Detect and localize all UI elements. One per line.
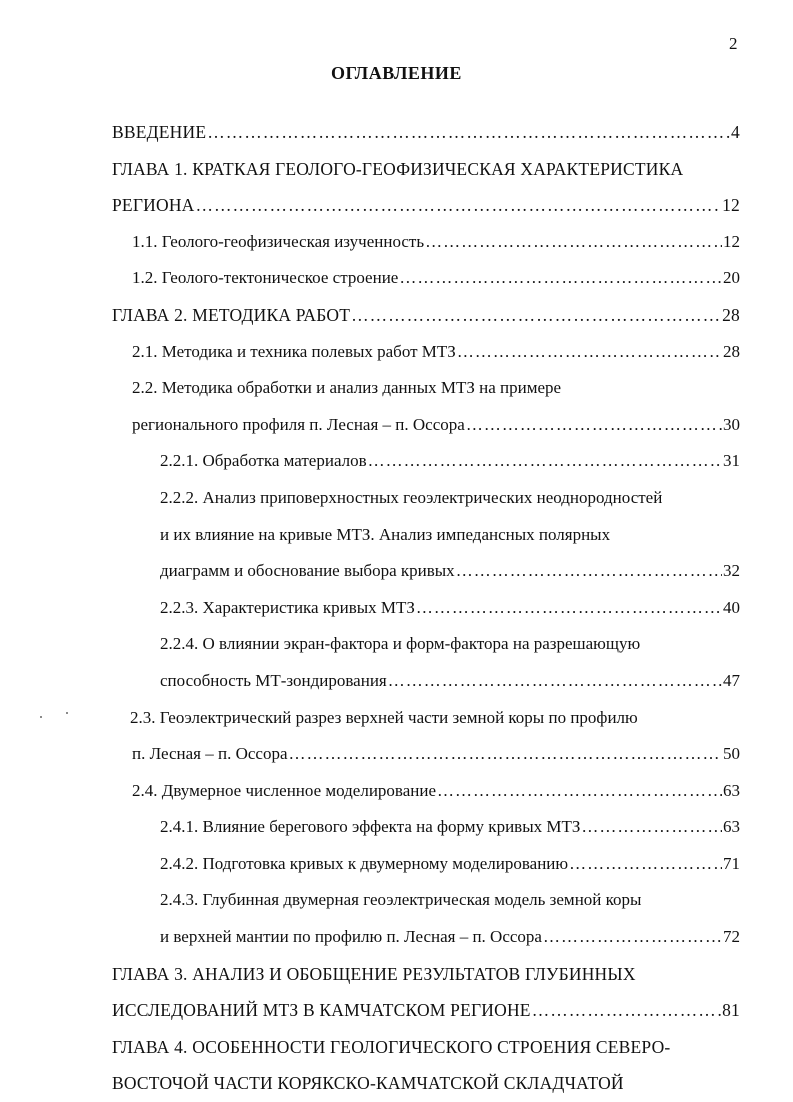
toc-entry-2-2-2-cont[interactable] — [160, 517, 793, 554]
toc-entry-text: способность МТ-зондирования — [160, 670, 387, 690]
toc-entry-page: 40 — [723, 597, 740, 617]
toc-entry-page: 47 — [723, 670, 740, 690]
table-of-contents — [0, 114, 793, 1102]
toc-entry-page: 12 — [723, 231, 740, 251]
dot-leader — [425, 224, 722, 261]
toc-entry-text: ГЛАВА 1. КРАТКАЯ ГЕОЛОГО-ГЕОФИЗИЧЕСКАЯ ХАРАКТЕРИСТИКА — [112, 158, 684, 179]
dot-leader — [532, 992, 721, 1029]
toc-entry-page: 30 — [723, 414, 740, 434]
toc-entry-text: 2.2.4. О влиянии экран-фактора и форм-фактора на разрешающую — [160, 634, 641, 654]
toc-entry-page: 72 — [723, 927, 740, 947]
toc-entry-text: 2.2.3. Характеристика кривых МТЗ — [160, 597, 415, 617]
dot-leader — [543, 919, 722, 956]
toc-entry-2-2-2-end[interactable] — [160, 553, 740, 590]
toc-entry-page: 63 — [723, 817, 740, 837]
toc-title: ОГЛАВЛЕНИЕ — [331, 63, 462, 83]
toc-entry-2-4-2[interactable] — [160, 846, 740, 883]
toc-entry-text: п. Лесная – п. Оссора — [132, 744, 288, 764]
dot-leader — [351, 297, 721, 334]
dot-leader — [207, 114, 730, 151]
toc-entry-2-2-1[interactable] — [160, 443, 740, 480]
toc-entry-page: 12 — [722, 195, 740, 216]
dot-leader — [289, 736, 723, 773]
toc-entry-text: и верхней мантии по профилю п. Лесная – п. Оссора — [160, 927, 542, 947]
toc-entry-chapter-3[interactable] — [112, 956, 793, 993]
toc-entry-page: 50 — [723, 744, 740, 764]
toc-entry-text: 2.4.1. Влияние берегового эффекта на форму кривых МТЗ — [160, 817, 581, 837]
toc-entry-2-2-4[interactable] — [160, 626, 793, 663]
toc-entry-2-2-4-cont[interactable] — [160, 663, 740, 700]
toc-entry-text: 1.1. Геолого-геофизическая изученность — [132, 231, 425, 251]
toc-entry-text: ВВЕДЕНИЕ — [112, 122, 207, 142]
toc-entry-text: ГЛАВА 2. МЕТОДИКА РАБОТ — [112, 304, 351, 325]
toc-entry-page: 31 — [723, 451, 740, 471]
toc-entry-2-4-1[interactable] — [160, 809, 740, 846]
dot-leader — [388, 663, 722, 700]
toc-entry-text: 2.2.1. Обработка материалов — [160, 451, 367, 471]
toc-entry-2-2-2[interactable] — [160, 480, 793, 517]
toc-entry-text: и их влияние на кривые МТЗ. Анализ импедансных полярных — [160, 524, 611, 544]
toc-entry-text: 2.2.2. Анализ приповерхностных геоэлектрических неоднородностей — [160, 487, 663, 507]
dot-leader — [569, 846, 722, 883]
toc-entry-text: 2.1. Методика и техника полевых работ МТЗ — [132, 341, 456, 361]
dot-leader — [456, 553, 722, 590]
toc-entry-page: 81 — [722, 1000, 740, 1021]
toc-entry-2-2[interactable] — [132, 370, 793, 407]
scan-speck — [66, 712, 68, 714]
toc-entry-chapter-3-cont[interactable] — [112, 992, 740, 1029]
toc-entry-chapter-4[interactable] — [112, 1029, 793, 1066]
toc-entry-2-4-3[interactable] — [160, 882, 793, 919]
toc-entry-text: 2.2. Методика обработки и анализ данных МТЗ на примере — [132, 378, 562, 398]
toc-entry-1-2[interactable] — [132, 260, 740, 297]
toc-entry-text: ГЛАВА 4. ОСОБЕННОСТИ ГЕОЛОГИЧЕСКОГО СТРОЕНИЯ СЕВЕРО- — [112, 1036, 671, 1057]
scan-speck — [40, 716, 42, 718]
toc-entry-2-4-3-cont[interactable] — [160, 919, 740, 956]
dot-leader — [196, 187, 722, 224]
toc-entry-2-3[interactable] — [130, 700, 793, 737]
toc-entry-page: 20 — [723, 268, 740, 288]
toc-entry-page: 32 — [723, 561, 740, 581]
dot-leader — [368, 443, 722, 480]
toc-entry-2-1[interactable] — [132, 334, 740, 371]
toc-entry-page: 71 — [723, 853, 740, 873]
toc-entry-2-3-cont[interactable] — [132, 736, 740, 773]
toc-entry-2-4[interactable] — [132, 773, 740, 810]
toc-entry-1-1[interactable] — [132, 224, 740, 261]
page-number: 2 — [729, 34, 738, 53]
dot-leader — [581, 809, 722, 846]
dot-leader — [437, 773, 722, 810]
toc-entry-chapter-1[interactable] — [112, 151, 793, 188]
toc-entry-text: 2.4. Двумерное численное моделирование — [132, 780, 437, 800]
toc-entry-page: 28 — [722, 304, 740, 325]
toc-entry-text: РЕГИОНА — [112, 195, 195, 216]
dot-leader — [399, 260, 722, 297]
toc-entry-chapter-4-cont[interactable] — [112, 1065, 793, 1102]
toc-entry-chapter-1-cont[interactable] — [112, 187, 740, 224]
toc-entry-text: 2.4.2. Подготовка кривых к двумерному моделированию — [160, 853, 569, 873]
toc-entry-text: ИССЛЕДОВАНИЙ МТЗ В КАМЧАТСКОМ РЕГИОНЕ — [112, 1000, 531, 1021]
dot-leader — [466, 407, 722, 444]
toc-entry-chapter-2[interactable] — [112, 297, 740, 334]
toc-entry-page: 4 — [731, 122, 740, 142]
toc-entry-page: 63 — [723, 780, 740, 800]
dot-leader — [416, 590, 722, 627]
toc-entry-text: 2.3. Геоэлектрический разрез верхней части земной коры по профилю — [130, 707, 638, 727]
toc-entry-text: ВОСТОЧОЙ ЧАСТИ КОРЯКСКО-КАМЧАТСКОЙ СКЛАДЧАТОЙ — [112, 1073, 624, 1094]
dot-leader — [457, 334, 722, 371]
toc-entry-text: 2.4.3. Глубинная двумерная геоэлектрическая модель земной коры — [160, 890, 642, 910]
toc-entry-text: диаграмм и обоснование выбора кривых — [160, 561, 455, 581]
toc-entry-2-2-cont[interactable] — [132, 407, 740, 444]
toc-entry-text: регионального профиля п. Лесная – п. Оссора — [132, 414, 465, 434]
toc-entry-page: 28 — [723, 341, 740, 361]
toc-entry-text: ГЛАВА 3. АНАЛИЗ И ОБОБЩЕНИЕ РЕЗУЛЬТАТОВ ГЛУБИННЫХ — [112, 963, 636, 984]
toc-entry-introduction[interactable] — [112, 114, 740, 151]
toc-entry-2-2-3[interactable] — [160, 590, 740, 627]
toc-entry-text: 1.2. Геолого-тектоническое строение — [132, 268, 399, 288]
